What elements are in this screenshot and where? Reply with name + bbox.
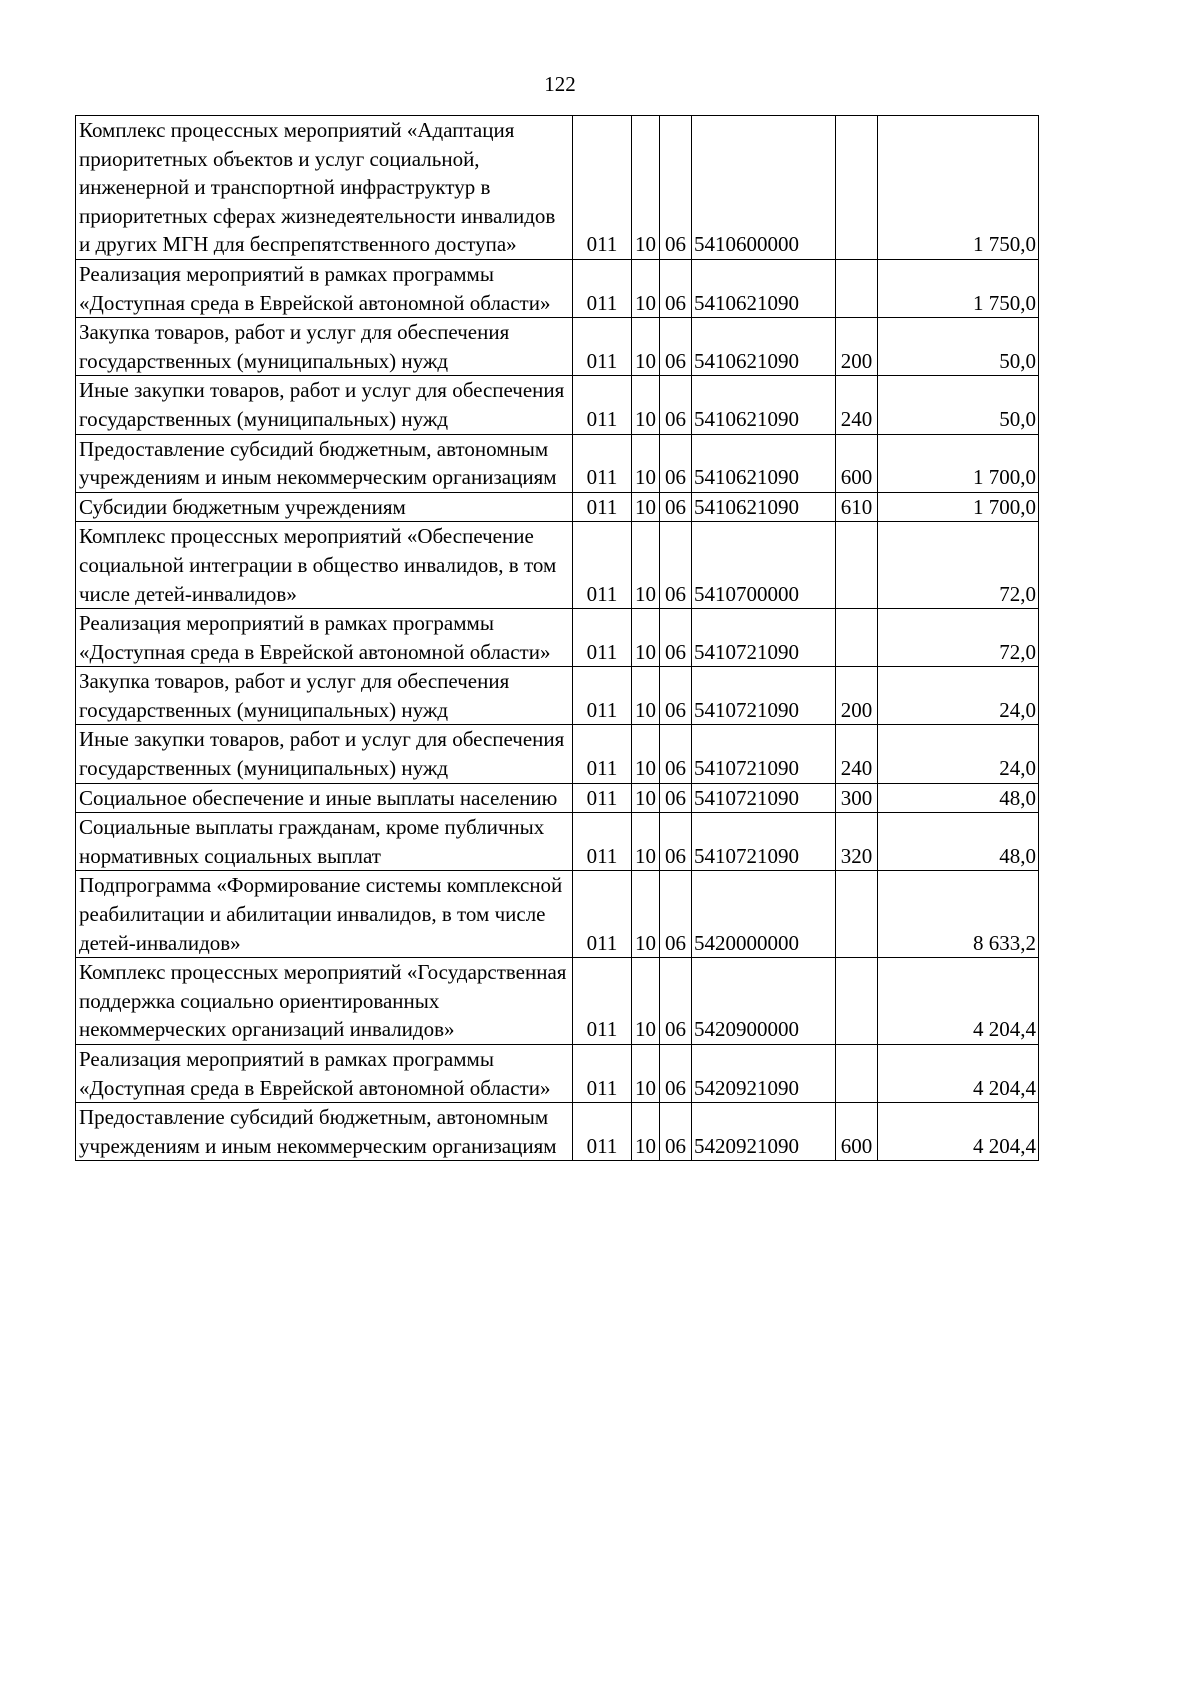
subsection-code-cell: 06	[660, 813, 692, 871]
table-row	[76, 813, 1039, 871]
subsection-code-cell: 06	[660, 958, 692, 1045]
row-name-cell: Закупка товаров, работ и услуг для обеспечения государственных (муниципальных) нужд	[76, 667, 573, 725]
subsection-code-cell: 06	[660, 1103, 692, 1161]
amount-cell: 4 204,4	[878, 1045, 1039, 1103]
table-row	[76, 609, 1039, 667]
target-article-cell: 5410721090	[692, 609, 836, 667]
section-code-cell: 10	[632, 259, 660, 317]
ministry-code-cell: 011	[573, 492, 632, 522]
budget-table-body	[76, 116, 1039, 1161]
row-name-cell: Комплекс процессных мероприятий «Обеспечение социальной интеграции в общество инвалидов, в том числе детей-инвалидов»	[76, 522, 573, 609]
target-article-cell: 5410721090	[692, 783, 836, 813]
table-row	[76, 783, 1039, 813]
target-article-cell: 5410621090	[692, 492, 836, 522]
expense-type-cell: 240	[836, 376, 878, 434]
subsection-code-cell: 06	[660, 116, 692, 260]
target-article-cell: 5410700000	[692, 522, 836, 609]
amount-cell: 72,0	[878, 522, 1039, 609]
table-row	[76, 1103, 1039, 1161]
expense-type-cell: 200	[836, 318, 878, 376]
expense-type-cell	[836, 522, 878, 609]
target-article-cell: 5420900000	[692, 958, 836, 1045]
section-code-cell: 10	[632, 116, 660, 260]
amount-cell: 1 750,0	[878, 116, 1039, 260]
section-code-cell: 10	[632, 609, 660, 667]
expense-type-cell	[836, 116, 878, 260]
section-code-cell: 10	[632, 492, 660, 522]
table-row	[76, 522, 1039, 609]
amount-cell: 1 750,0	[878, 259, 1039, 317]
target-article-cell: 5410721090	[692, 813, 836, 871]
subsection-code-cell: 06	[660, 434, 692, 492]
expense-type-cell: 200	[836, 667, 878, 725]
expense-type-cell	[836, 871, 878, 958]
subsection-code-cell: 06	[660, 871, 692, 958]
row-name-cell: Подпрограмма «Формирование системы комплексной реабилитации и абилитации инвалидов, в том числе детей-инвалидов»	[76, 871, 573, 958]
section-code-cell: 10	[632, 376, 660, 434]
table-row	[76, 958, 1039, 1045]
row-name-cell: Комплекс процессных мероприятий «Адаптация приоритетных объектов и услуг социальной, инженерной и транспортной инфраструктур в приоритетных сферах жизнедеятельности инвалидов и других МГН для беспрепятственного доступа»	[76, 116, 573, 260]
row-name-cell: Предоставление субсидий бюджетным, автономным учреждениям и иным некоммерческим организациям	[76, 434, 573, 492]
subsection-code-cell: 06	[660, 522, 692, 609]
section-code-cell: 10	[632, 667, 660, 725]
ministry-code-cell: 011	[573, 1045, 632, 1103]
amount-cell: 72,0	[878, 609, 1039, 667]
section-code-cell: 10	[632, 871, 660, 958]
ministry-code-cell: 011	[573, 259, 632, 317]
table-row	[76, 434, 1039, 492]
table-row	[76, 259, 1039, 317]
ministry-code-cell: 011	[573, 871, 632, 958]
budget-table	[75, 115, 1039, 1161]
amount-cell: 4 204,4	[878, 958, 1039, 1045]
page-number: 122	[544, 72, 576, 96]
ministry-code-cell: 011	[573, 522, 632, 609]
section-code-cell: 10	[632, 434, 660, 492]
row-name-cell: Предоставление субсидий бюджетным, автономным учреждениям и иным некоммерческим организациям	[76, 1103, 573, 1161]
ministry-code-cell: 011	[573, 783, 632, 813]
expense-type-cell: 600	[836, 1103, 878, 1161]
ministry-code-cell: 011	[573, 958, 632, 1045]
expense-type-cell: 300	[836, 783, 878, 813]
expense-type-cell	[836, 1045, 878, 1103]
subsection-code-cell: 06	[660, 609, 692, 667]
ministry-code-cell: 011	[573, 116, 632, 260]
subsection-code-cell: 06	[660, 259, 692, 317]
section-code-cell: 10	[632, 725, 660, 783]
table-row	[76, 376, 1039, 434]
ministry-code-cell: 011	[573, 376, 632, 434]
ministry-code-cell: 011	[573, 609, 632, 667]
section-code-cell: 10	[632, 522, 660, 609]
section-code-cell: 10	[632, 958, 660, 1045]
row-name-cell: Закупка товаров, работ и услуг для обеспечения государственных (муниципальных) нужд	[76, 318, 573, 376]
subsection-code-cell: 06	[660, 783, 692, 813]
expense-type-cell: 600	[836, 434, 878, 492]
target-article-cell: 5420921090	[692, 1045, 836, 1103]
subsection-code-cell: 06	[660, 318, 692, 376]
ministry-code-cell: 011	[573, 667, 632, 725]
target-article-cell: 5410621090	[692, 259, 836, 317]
expense-type-cell: 240	[836, 725, 878, 783]
expense-type-cell	[836, 609, 878, 667]
target-article-cell: 5410600000	[692, 116, 836, 260]
table-row	[76, 492, 1039, 522]
ministry-code-cell: 011	[573, 318, 632, 376]
row-name-cell: Иные закупки товаров, работ и услуг для обеспечения государственных (муниципальных) нужд	[76, 725, 573, 783]
row-name-cell: Реализация мероприятий в рамках программы «Доступная среда в Еврейской автономной области»	[76, 259, 573, 317]
target-article-cell: 5410621090	[692, 376, 836, 434]
expense-type-cell	[836, 259, 878, 317]
amount-cell: 1 700,0	[878, 434, 1039, 492]
amount-cell: 24,0	[878, 725, 1039, 783]
subsection-code-cell: 06	[660, 667, 692, 725]
expense-type-cell	[836, 958, 878, 1045]
target-article-cell: 5410621090	[692, 318, 836, 376]
row-name-cell: Социальное обеспечение и иные выплаты населению	[76, 783, 573, 813]
section-code-cell: 10	[632, 1103, 660, 1161]
amount-cell: 48,0	[878, 813, 1039, 871]
target-article-cell: 5420000000	[692, 871, 836, 958]
row-name-cell: Реализация мероприятий в рамках программы «Доступная среда в Еврейской автономной области»	[76, 609, 573, 667]
target-article-cell: 5410721090	[692, 725, 836, 783]
table-row	[76, 318, 1039, 376]
ministry-code-cell: 011	[573, 813, 632, 871]
amount-cell: 4 204,4	[878, 1103, 1039, 1161]
amount-cell: 8 633,2	[878, 871, 1039, 958]
row-name-cell: Иные закупки товаров, работ и услуг для обеспечения государственных (муниципальных) нужд	[76, 376, 573, 434]
row-name-cell: Социальные выплаты гражданам, кроме публичных нормативных социальных выплат	[76, 813, 573, 871]
row-name-cell: Реализация мероприятий в рамках программы «Доступная среда в Еврейской автономной области»	[76, 1045, 573, 1103]
ministry-code-cell: 011	[573, 434, 632, 492]
section-code-cell: 10	[632, 813, 660, 871]
row-name-cell: Комплекс процессных мероприятий «Государственная поддержка социально ориентированных некоммерческих организаций инвалидов»	[76, 958, 573, 1045]
amount-cell: 50,0	[878, 376, 1039, 434]
ministry-code-cell: 011	[573, 1103, 632, 1161]
table-row	[76, 1045, 1039, 1103]
section-code-cell: 10	[632, 1045, 660, 1103]
table-row	[76, 667, 1039, 725]
expense-type-cell: 610	[836, 492, 878, 522]
section-code-cell: 10	[632, 318, 660, 376]
amount-cell: 50,0	[878, 318, 1039, 376]
subsection-code-cell: 06	[660, 376, 692, 434]
row-name-cell: Субсидии бюджетным учреждениям	[76, 492, 573, 522]
target-article-cell: 5420921090	[692, 1103, 836, 1161]
table-row	[76, 116, 1039, 260]
section-code-cell: 10	[632, 783, 660, 813]
ministry-code-cell: 011	[573, 725, 632, 783]
amount-cell: 1 700,0	[878, 492, 1039, 522]
target-article-cell: 5410621090	[692, 434, 836, 492]
target-article-cell: 5410721090	[692, 667, 836, 725]
amount-cell: 48,0	[878, 783, 1039, 813]
expense-type-cell: 320	[836, 813, 878, 871]
subsection-code-cell: 06	[660, 1045, 692, 1103]
table-row	[76, 725, 1039, 783]
table-row	[76, 871, 1039, 958]
subsection-code-cell: 06	[660, 492, 692, 522]
subsection-code-cell: 06	[660, 725, 692, 783]
amount-cell: 24,0	[878, 667, 1039, 725]
